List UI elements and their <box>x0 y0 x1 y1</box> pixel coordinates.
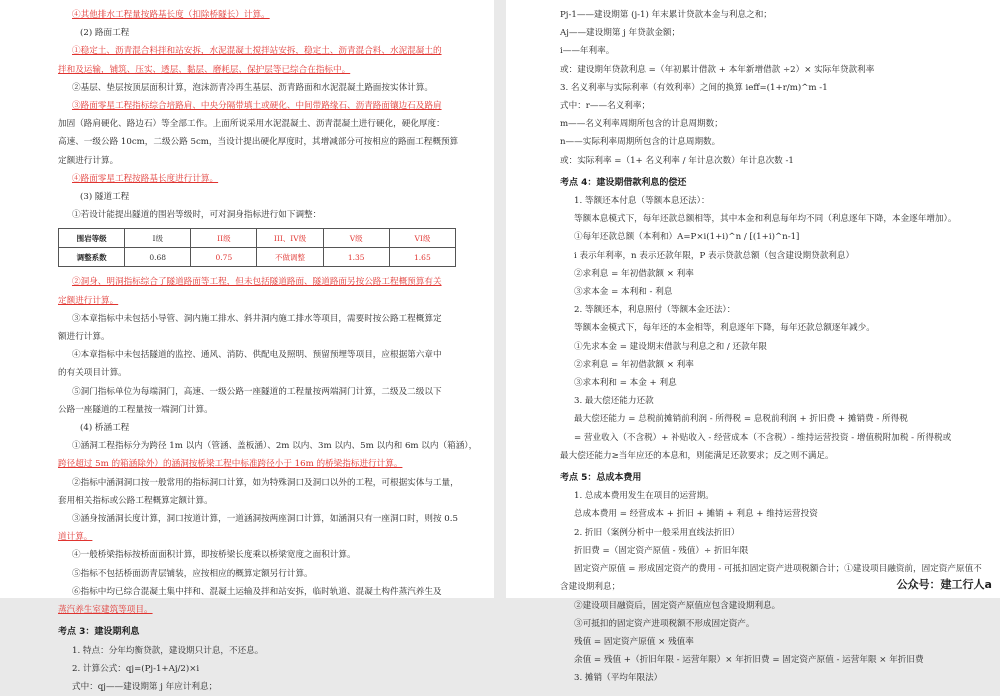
right-page <box>506 0 1000 598</box>
text-line: ②指标中涵洞洞口按一般常用的指标洞口计算，如为特殊洞口及洞口以外的工程，可根据实体与工量， <box>58 474 464 492</box>
text-line: ④一般桥梁指标按桥面面积计算，即按桥梁长度乘以桥梁宽度之面积计算。 <box>58 546 464 564</box>
watermark-label: 公众号：建工行人a <box>897 576 992 592</box>
text-line: ③求本金 = 本利和 - 利息 <box>560 283 980 301</box>
text-line: i 表示年利率，n 表示还款年限，P 表示贷款总额（包含建设期贷款利息） <box>560 247 980 265</box>
page-gap <box>494 0 506 598</box>
text-line: 3. 名义利率与实际利率（有效利率）之间的换算 ieff=(1+r/m)^m -1 <box>560 79 980 97</box>
left-page-text-block-3 <box>58 642 464 696</box>
text-line: = 营业收入（不含税）+ 补贴收入 - 经营成本（不含税）- 维持运营投资 - 增值税附加税 - 所得税或 <box>560 429 980 447</box>
text-line: 公路一座隧道的工程量按一端洞门计算。 <box>58 401 464 419</box>
text-line: 1. 等额还本付息（等额本息还法）： <box>560 192 980 210</box>
text-line: ③涵身按涵洞长度计算，洞口按道计算，一道涵洞按两座洞口计算，如涵洞只有一座洞口时，则按 0.5 <box>58 510 464 528</box>
section-4-heading: 考点 4：建设期借款利息的偿还 <box>560 174 980 192</box>
text-line: ④路面零星工程按路基长度进行计算。 <box>58 170 464 188</box>
text-line: 最大偿还能力≥当年应还的本息和，则能满足还款要求；反之则不满足。 <box>560 447 980 465</box>
text-line: 3. 摊销（平均年限法） <box>560 669 980 687</box>
text-line: ⑤指标不包括桥面沥青层铺装，应按相应的概算定额另行计算。 <box>58 565 464 583</box>
table-cell: 0.68 <box>125 248 191 267</box>
section-3-heading: 考点 3：建设期利息 <box>58 623 464 641</box>
text-line: 等额本息模式下，每年还款总额相等，其中本金和利息每年均不同（利息逐年下降，本金逐年增加）。 <box>560 210 980 228</box>
table-header-cell: I级 <box>125 229 191 248</box>
text-line: 道计算。 <box>58 528 464 546</box>
text-line: 折旧费 =（固定资产原值 - 残值）÷ 折旧年限 <box>560 542 980 560</box>
text-line: ②求利息 = 年初借款额 × 利率 <box>560 356 980 374</box>
left-page-text-block-2 <box>58 273 464 619</box>
text-line: ③可抵扣的固定资产进项税额不形成固定资产。 <box>560 615 980 633</box>
text-line: 含建设期利息； <box>560 578 980 596</box>
text-line: 固定资产原值 = 形成固定资产的费用 - 可抵扣固定资产进项税额合计；①建设项目融资前，固定资产原值不 <box>560 560 980 578</box>
text-line: 1. 总成本费用发生在项目的运营期。 <box>560 487 980 505</box>
table-header-cell: II级 <box>191 229 257 248</box>
text-line: 2. 计算公式：qj=(Pj-1+Aj/2)×i <box>58 660 464 678</box>
text-line: ②洞身、明洞指标综合了隧道路面等工程，但未包括隧道路面、隧道路面另按公路工程概预算有关 <box>58 273 464 291</box>
table-cell: 0.75 <box>191 248 257 267</box>
text-line: 定额进行计算。 <box>58 152 464 170</box>
text-line: ③路面零星工程指标综合培路肩、中央分隔带填土或硬化、中间带路缘石、沥青路面镶边石及路肩 <box>58 97 464 115</box>
table-header-cell: III、IV级 <box>257 229 323 248</box>
table-header-row <box>59 229 456 248</box>
text-line: ①若设计能提出隧道的围岩等级时，可对洞身指标进行如下调整： <box>58 206 464 224</box>
table-header-cell: VI级 <box>389 229 455 248</box>
text-line: 的有关项目计算。 <box>58 364 464 382</box>
text-line: ①先求本金 = 建设期末借款与利息之和 / 还款年限 <box>560 338 980 356</box>
text-line: 跨径超过 5m 的箱涵除外）的涵洞按桥梁工程中标准跨径小于 16m 的桥梁指标进行计算。 <box>58 455 464 473</box>
text-line: 定额进行计算。 <box>58 292 464 310</box>
text-line: 拌和及运输，铺筑、压实、透层、黏层、磨耗层、保护层等已综合在指标中。 <box>58 61 464 79</box>
text-line: ⑥指标中均已综合混凝土集中拌和、混凝土运输及拌和站安拆，临时轨道、混凝土构件蒸汽养生及 <box>58 583 464 601</box>
text-line: ③求本利和 = 本金 + 利息 <box>560 374 980 392</box>
text-line: 最大偿还能力 = 总税前摊销前利润 - 所得税 = 息税前利润 + 折旧费 + 摊销费 - 所得税 <box>560 410 980 428</box>
table-row-label: 调整系数 <box>59 248 125 267</box>
text-line: n——实际利率周期所包含的计息周期数。 <box>560 133 980 151</box>
text-line: (4) 桥涵工程 <box>58 419 464 437</box>
text-line: 2. 等额还本，利息照付（等额本金还法）： <box>560 301 980 319</box>
table-row <box>59 248 456 267</box>
text-line: 加固（路肩硬化、路边石）等全部工作。上面所说采用水泥混凝土、沥青混凝土进行硬化，硬化厚度： <box>58 115 464 133</box>
surrounding-rock-adjustment-table <box>58 228 456 267</box>
text-line: ②求利息 = 年初借款额 × 利率 <box>560 265 980 283</box>
text-line: Aj——建设期第 j 年贷款金额； <box>560 24 980 42</box>
text-line: ④本章指标中未包括隧道的监控、通风、消防、供配电及照明、预留预埋等项目，应根据第六章中 <box>58 346 464 364</box>
text-line: 套用相关指标或公路工程概算定额计算。 <box>58 492 464 510</box>
text-line: 或：建设期年贷款利息 =（年初累计借款 + 本年新增借款 ÷2）× 实际年贷款利率 <box>560 61 980 79</box>
text-line: 额进行计算。 <box>58 328 464 346</box>
text-line: 蒸汽养生室建筑等项目。 <box>58 601 464 619</box>
text-line: i——年利率。 <box>560 42 980 60</box>
text-line: 余值 = 残值 +（折旧年限 - 运营年限）× 年折旧费 = 固定资产原值 - 运营年限 × 年折旧费 <box>560 651 980 669</box>
text-line: ①每年还款总额（本利和）A=P×i(1+i)^n / [(1+i)^n-1] <box>560 228 980 246</box>
text-line: 高速、一级公路 10cm，二级公路 5cm，当设计提出硬化厚度时，其增减部分可按相应的路面工程概预算 <box>58 133 464 151</box>
text-line: ⑤洞门指标单位为每端洞门，高速、一级公路一座隧道的工程量按两端洞门计算，二级及二级以下 <box>58 383 464 401</box>
text-line: 或：实际利率 =（1+ 名义利率 / 年计息次数）年计息次数 -1 <box>560 152 980 170</box>
text-line: 3. 最大偿还能力还款 <box>560 392 980 410</box>
text-line: ①涵洞工程指标分为跨径 1m 以内（管涵、盖板涵）、2m 以内、3m 以内、5m 以内和 6m 以内（箱涵）， <box>58 437 464 455</box>
text-line: ③本章指标中未包括小导管、洞内施工排水、斜井洞内施工排水等项目，需要时按公路工程概算定 <box>58 310 464 328</box>
text-line: 总成本费用 = 经营成本 + 折旧 + 摊销 + 利息 + 维持运营投资 <box>560 505 980 523</box>
section-5-heading: 考点 5：总成本费用 <box>560 469 980 487</box>
text-line: 2. 折旧（案例分析中一般采用直线法折旧） <box>560 524 980 542</box>
text-line: 1. 特点：分年均衡贷款，建设期只计息，不还息。 <box>58 642 464 660</box>
table-cell: 1.65 <box>389 248 455 267</box>
right-page-text-block-2 <box>560 192 980 465</box>
text-line: ②基层、垫层按顶层面积计算，泡沫沥青冷再生基层、沥青路面和水泥混凝土路面按实体计算。 <box>58 79 464 97</box>
text-line: Pj-1——建设期第 (j-1) 年末累计贷款本金与利息之和； <box>560 6 980 24</box>
text-line: (2) 路面工程 <box>58 24 464 42</box>
right-page-text-block-1 <box>560 6 980 170</box>
table-cell: 1.35 <box>323 248 389 267</box>
text-line: 式中：qj——建设期第 j 年应计利息； <box>58 678 464 696</box>
left-page-text-block-1 <box>58 6 464 224</box>
text-line: ②建设项目融资后，固定资产原值应包含建设期利息。 <box>560 597 980 615</box>
table-cell: 不做调整 <box>257 248 323 267</box>
table-header-cell: 围岩等级 <box>59 229 125 248</box>
left-page <box>0 0 494 598</box>
text-line: 残值 = 固定资产原值 × 残值率 <box>560 633 980 651</box>
text-line: ①稳定土、沥青混合料拌和站安拆，水泥混凝土搅拌站安拆，稳定土、沥青混合料、水泥混凝土的 <box>58 42 464 60</box>
text-line: ④其他排水工程量按路基长度（扣除桥隧长）计算。 <box>58 6 464 24</box>
table-header-cell: V级 <box>323 229 389 248</box>
text-line: (3) 隧道工程 <box>58 188 464 206</box>
text-line: m——名义利率周期所包含的计息周期数； <box>560 115 980 133</box>
text-line: 式中：r——名义利率； <box>560 97 980 115</box>
text-line: 等额本金模式下，每年还的本金相等，利息逐年下降，每年还款总额逐年减少。 <box>560 319 980 337</box>
